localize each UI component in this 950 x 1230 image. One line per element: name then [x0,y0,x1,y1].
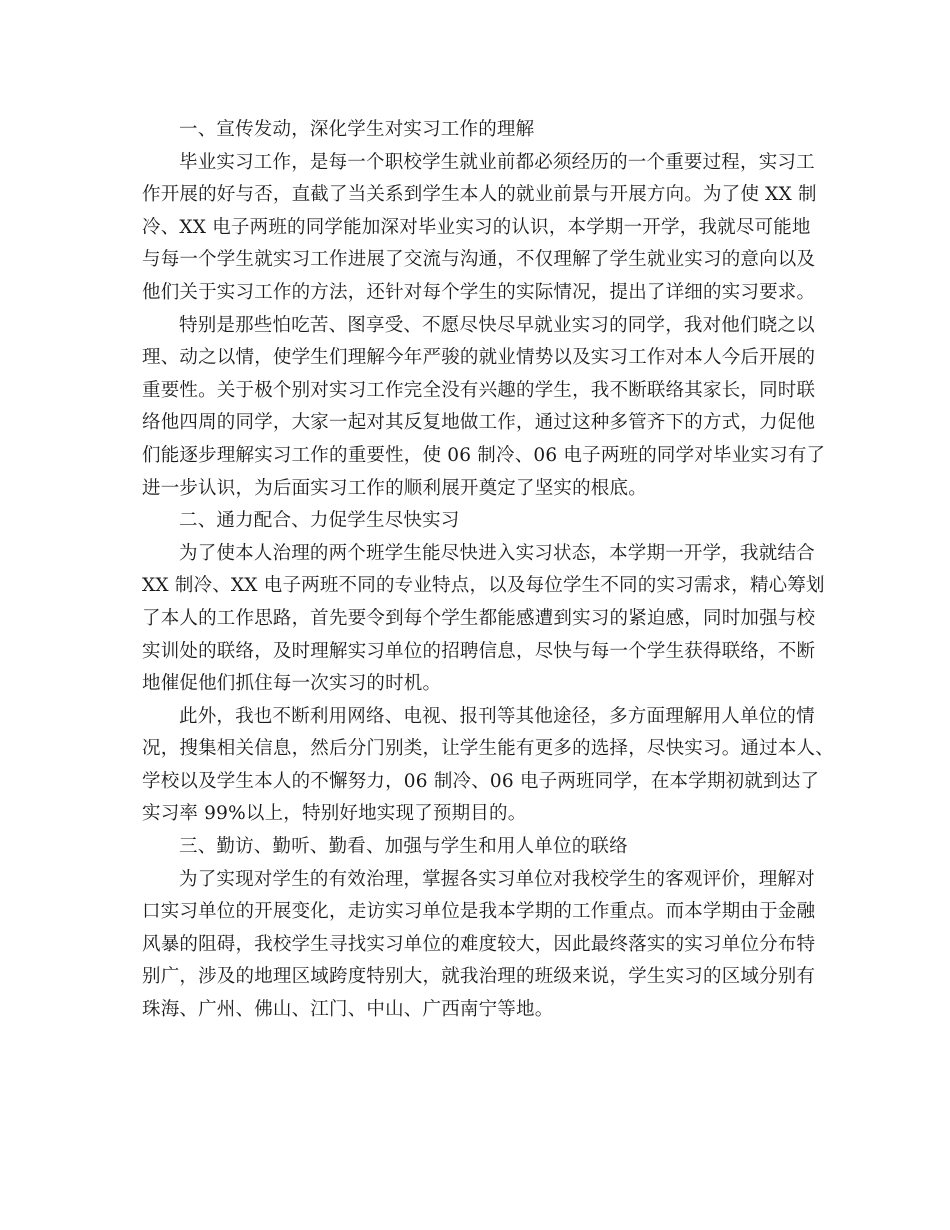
text-line: 实训处的联络，及时理解实习单位的招聘信息，尽快与每一个学生获得联络，不断 [142,640,816,662]
text-line: 他们关于实习工作的方法，还针对每个学生的实际情况，提出了详细的实习要求。 [142,281,816,303]
text-line: 们能逐步理解实习工作的重要性，使 06 制冷、06 电子两班的同学对毕业实习有了 [142,444,826,466]
text-line: 一、宣传发动，深化学生对实习工作的理解 [179,119,535,140]
text-line: 况，搜集相关信息，然后分门别类，让学生能有更多的选择，尽快实习。通过本人、 [142,738,834,760]
text-line: 与每一个学生就实习工作进展了交流与沟通，不仅理解了学生就业实习的意向以及 [142,249,816,271]
text-line: 口实习单位的开展变化，走访实习单位是我本学期的工作重点。而本学期由于金融 [142,901,816,923]
text-line: 理、动之以情，使学生们理解今年严骏的就业情势以及实习工作对本人今后开展的 [142,347,816,369]
text-line: 二、通力配合、力促学生尽快实习 [179,510,460,532]
text-line: 此外，我也不断利用网络、电视、报刊等其他途径，多方面理解用人单位的情 [179,705,815,727]
text-line: 珠海、广州、佛山、江门、中山、广西南宁等地。 [142,999,554,1021]
text-line: 为了实现对学生的有效治理，掌握各实习单位对我校学生的客观评价，理解对 [179,868,815,890]
text-line: 风暴的阻碍，我校学生寻找实习单位的难度较大，因此最终落实的实习单位分布特 [142,933,816,955]
text-line: 进一步认识，为后面实习工作的顺利展开奠定了坚实的根底。 [142,477,647,499]
text-line: 了本人的工作思路，首先要令到每个学生都能感遭到实习的紧迫感，同时加强与校 [142,607,816,629]
document-body [142,114,834,1027]
text-line: 络他四周的同学，大家一起对其反复地做工作，通过这种多管齐下的方式，力促他 [142,412,816,434]
text-line: 冷、XX 电子两班的同学能加深对毕业实习的认识，本学期一开学，我就尽可能地 [142,216,811,238]
text-line: 重要性。关于极个别对实习工作完全没有兴趣的学生，我不断联络其家长，同时联 [142,379,816,401]
text-line: 别广，涉及的地理区域跨度特别大，就我治理的班级来说，学生实习的区域分别有 [142,966,816,988]
text-line: 特别是那些怕吃苦、图享受、不愿尽快尽早就业实习的同学，我对他们晓之以 [179,314,815,336]
text-line: 地催促他们抓住每一次实习的时机。 [142,673,442,695]
text-line: 作开展的好与否，直截了当关系到学生本人的就业前景与开展方向。为了使 XX 制 [142,184,817,206]
text-line: 学校以及学生本人的不懈努力，06 制冷、06 电子两班同学，在本学期初就到达了 [142,770,820,792]
text-line: 毕业实习工作，是每一个职校学生就业前都必须经历的一个重要过程，实习工 [179,151,815,173]
text-line: 三、勤访、勤听、勤看、加强与学生和用人单位的联络 [179,836,628,858]
text-line: 实习率 99%以上，特别好地实现了预期目的。 [142,803,527,825]
text-line: XX 制冷、XX 电子两班不同的专业特点，以及每位学生不同的实习需求，精心筹划 [142,575,825,597]
text-line: 为了使本人治理的两个班学生能尽快进入实习状态，本学期一开学，我就结合 [179,542,815,564]
